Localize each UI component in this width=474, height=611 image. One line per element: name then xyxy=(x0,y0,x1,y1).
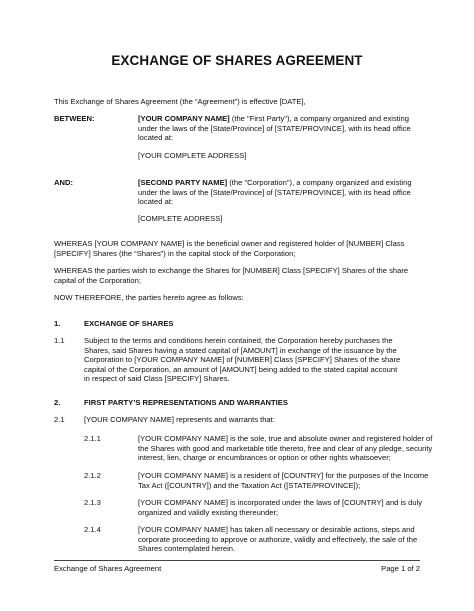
subclause-2-1-3-number: 2.1.3 xyxy=(84,498,101,507)
clause-1-1-number: 1.1 xyxy=(54,336,65,345)
between-line-2: under the laws of the [State/Province] of [STATE/PROVINCE], with its head office xyxy=(138,123,411,133)
between-party-text xyxy=(138,114,411,143)
footer-divider xyxy=(54,560,420,561)
footer-document-name: Exchange of Shares Agreement xyxy=(54,564,162,573)
first-party-name: [YOUR COMPANY NAME] xyxy=(138,114,230,123)
whereas-paragraph-2: WHEREAS the parties wish to exchange the Shares for [NUMBER] Class [SPECIFY] Shares of the share capital of the Corporation; xyxy=(54,266,409,285)
and-line-1: [SECOND PARTY NAME] (the "Corporation"), a company organized and existing xyxy=(138,178,412,187)
and-line-2: under the laws of the [State/Province] of [STATE/PROVINCE], with its head office xyxy=(138,187,411,197)
and-line-3: located at: xyxy=(138,197,174,207)
second-party-name: [SECOND PARTY NAME] xyxy=(138,178,228,187)
and-party-text xyxy=(138,178,412,207)
subclause-2-1-4-text: [YOUR COMPANY NAME] has taken all necessary or desirable actions, steps and corporate proceeding to approve or authorize, validly and effectively, the sale of the Shares contemplated herein. xyxy=(138,525,418,554)
section-2-number: 2. xyxy=(54,398,61,407)
section-1-number: 1. xyxy=(54,319,61,328)
between-label: BETWEEN: xyxy=(54,114,95,123)
clause-2-1-text: [YOUR COMPANY NAME] represents and warrants that: xyxy=(84,415,275,424)
subclause-2-1-4-number: 2.1.4 xyxy=(84,525,101,534)
second-party-address: [COMPLETE ADDRESS] xyxy=(138,214,223,223)
clause-2-1-number: 2.1 xyxy=(54,415,65,424)
footer-page-number: Page 1 of 2 xyxy=(381,564,420,573)
whereas-paragraph-1: WHEREAS [YOUR COMPANY NAME] is the beneficial owner and registered holder of [NUMBER] Class [SPECIFY] Shares (the “Shares”) in the capital stock of the Corporation; xyxy=(54,239,405,258)
subclause-2-1-1-text: [YOUR COMPANY NAME] is the sole, true and absolute owner and registered holder of the Shares with good and marketable title thereto, free and clear of any pledge, security interest, lien, charge or encumbrances or option or other rights whatsoever; xyxy=(138,434,433,463)
clause-1-1-text: Subject to the terms and conditions herein contained, the Corporation hereby purchases the Shares, said Shares having a stated capital of [AMOUNT] in exchange of the issuance by the Corporation to [YOUR COMPANY NAME] of [NUMBER] Class [SPECIFY] Shares of the share capital of the Corporation, an amount of [AMOUNT] being added to the stated capital account in respect of said Class [SPECIFY] Shares. xyxy=(84,336,401,384)
subclause-2-1-2-text: [YOUR COMPANY NAME] is a resident of [COUNTRY] for the purposes of the Income Tax Act ([COUNTRY]) and the Taxation Act ([STATE/PROVINCE]); xyxy=(138,471,429,490)
subclause-2-1-1-number: 2.1.1 xyxy=(84,434,101,443)
subclause-2-1-2-number: 2.1.2 xyxy=(84,471,101,480)
section-1-heading: EXCHANGE OF SHARES xyxy=(84,319,174,328)
intro-paragraph: This Exchange of Shares Agreement (the “Agreement”) is effective [DATE], xyxy=(54,97,306,106)
between-line-3: located at: xyxy=(138,133,174,143)
first-party-address: [YOUR COMPLETE ADDRESS] xyxy=(138,151,247,160)
now-therefore-paragraph: NOW THEREFORE, the parties hereto agree as follows: xyxy=(54,293,244,302)
and-label: AND: xyxy=(54,178,73,187)
document-title: EXCHANGE OF SHARES AGREEMENT xyxy=(111,53,363,68)
between-line-1: [YOUR COMPANY NAME] (the "First Party"), a company organized and existing xyxy=(138,114,409,123)
section-2-heading: FIRST PARTY’S REPRESENTATIONS AND WARRANTIES xyxy=(84,398,288,407)
subclause-2-1-3-text: [YOUR COMPANY NAME] is incorporated under the laws of [COUNTRY] and is duly organized and validly existing thereunder; xyxy=(138,498,423,517)
